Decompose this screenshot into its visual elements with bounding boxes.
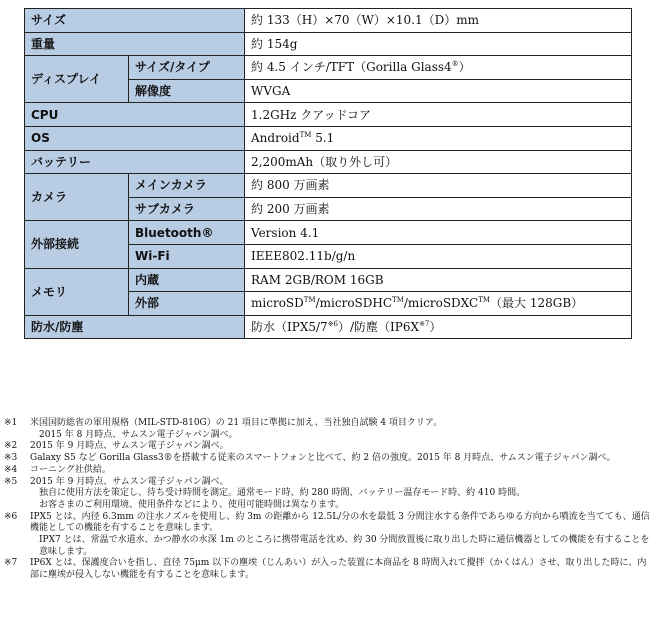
table-row [25,126,632,150]
spec-sublabel-external: 外部 [129,292,245,316]
footnote-text [30,558,652,581]
tm-mark-1: TM [303,296,316,305]
footnote-mark: ※7 [4,558,18,569]
spec-label-display: ディスプレイ [25,56,129,103]
tm-mark-2: TM [392,296,404,305]
spec-sublabel-resolution: 解像度 [129,79,245,103]
spec-sublabel-internal: 内蔵 [129,268,245,292]
spec-value-main-camera: 約 800 万画素 [245,174,632,198]
ext-sd: microSD [251,296,304,311]
footnote-mark: ※2 [4,441,18,452]
spec-value-water [245,315,632,339]
spec-label-memory: メモリ [25,268,129,315]
footnote-mark: ※6 [4,511,18,522]
size-type-text: 約 4.5 インチ/TFT（Gorilla Glass4 [251,60,452,75]
table-row [25,150,632,174]
size-type-suffix: ） [458,60,471,75]
ext-sdxc: /microSDXC [403,296,479,311]
footnote-line: IPX5 とは、内径 6.3mm の注水ノズルを使用し、約 3m の距離から 12.5L/分の水を最低 3 分間注水する条件であらゆる方向から噴流を当てても、通信機能としての機能を有することを意味します。 [30,511,650,534]
trademark-mark: TM [299,131,312,140]
table-row [25,9,632,33]
registered-mark: ® [451,60,459,69]
footnote-line: IP6X とは、保護度合いを指し、直径 75μm 以下の塵埃（じんあい）が入った装置に本商品を 8 時間入れて攪拌（かくはん）させ、取り出した時に、内部に塵埃が侵入しない機能を有することを意味します。 [30,558,647,581]
footnote-item [4,441,652,453]
spec-value-battery: 2,200mAh（取り外し可） [245,150,632,174]
footnote-line: コーニング社供給。 [30,464,111,475]
spec-value-sub-camera: 約 200 万画素 [245,197,632,221]
table-row [25,221,632,245]
spec-sublabel-size-type: サイズ/タイプ [129,56,245,80]
footnote-item [4,418,652,441]
os-version: 5.1 [311,131,335,146]
footnote-item [4,465,652,477]
spec-label-battery: バッテリー [25,150,245,174]
footnote-text [30,477,652,512]
spec-label-weight: 重量 [25,32,245,56]
footnote-mark: ※1 [4,418,18,428]
footnote-text [30,453,652,465]
footnote-line: お客さまのご利用環境、使用条件などにより、使用可能時間は異なります。 [39,499,345,510]
spec-value-external [245,292,632,316]
spec-value-weight: 約 154g [245,32,632,56]
note-ref-7: ※7 [419,320,430,329]
footnote-line: 2015 年 9 月時点、サムスン電子ジャパン調べ。 [30,476,229,487]
dust-text: ）/防塵（IP6X [338,320,420,335]
water-text: 防水（IPX5/7 [251,320,328,335]
spec-sublabel-sub-camera: サブカメラ [129,197,245,221]
spec-sublabel-bluetooth: Bluetooth® [129,221,245,245]
spec-sublabel-wifi: Wi-Fi [129,244,245,268]
table-row [25,315,632,339]
table-row [25,268,632,292]
spec-label-cpu: CPU [25,103,245,127]
footnote-item [4,477,652,512]
spec-label-os: OS [25,126,245,150]
spec-value-internal: RAM 2GB/ROM 16GB [245,268,632,292]
table-row [25,103,632,127]
footnote-mark: ※4 [4,464,18,475]
footnote-text [30,512,652,559]
spec-value-wifi: IEEE802.11b/g/n [245,244,632,268]
footnote-item [4,512,652,559]
spec-value-size-type [245,56,632,80]
spec-value-bluetooth: Version 4.1 [245,221,632,245]
footnote-line: 2015 年 8 月時点、サムスン電子ジャパン調べ。 [39,429,238,440]
footnote-item [4,558,652,581]
footnote-mark: ※5 [4,476,18,487]
dust-close: ） [429,320,442,335]
spec-value-size: 約 133（H）×70（W）×10.1（D）mm [245,9,632,33]
footnote-line: IPX7 とは、常温で水道水、かつ静水の水深 1m のところに携帯電話を沈め、約 30 分間放置後に取り出した時に通信機器としての機能を有することを意味します。 [39,535,650,557]
footnote-text [30,441,652,453]
spec-label-camera: カメラ [25,174,129,221]
footnote-line: 独自に使用方法を策定し、待ち受け時間を測定。通常モード時、約 280 時間、バッテリー温存モード時、約 410 時間。 [39,488,526,499]
spec-label-connectivity: 外部接続 [25,221,129,268]
spec-label-water: 防水/防塵 [25,315,245,339]
os-text: Android [251,131,300,146]
footnote-line: 米国国防総省の軍用規格（MIL-STD-810G）の 21 項目に準拠に加え、当社独自試験 4 項目クリア。 [30,418,443,428]
spec-label-size: サイズ [25,9,245,33]
ext-sdhc: /microSDHC [315,296,393,311]
spec-value-os [245,126,632,150]
footnote-mark: ※3 [4,453,18,464]
table-row [25,174,632,198]
table-row [25,32,632,56]
table-row [25,56,632,80]
footnotes [4,418,652,582]
spec-value-cpu: 1.2GHz クアッドコア [245,103,632,127]
footnote-line: 2015 年 9 月時点、サムスン電子ジャパン調べ。 [30,441,229,452]
footnote-text [30,418,652,441]
spec-value-resolution: WVGA [245,79,632,103]
footnote-line: Galaxy S5 など Gorilla Glass3®を搭載する従来のスマートフォンと比べて、約 2 倍の強度。2015 年 8 月時点、サムスン電子ジャパン調べ。 [30,453,616,464]
spec-sublabel-main-camera: メインカメラ [129,174,245,198]
note-ref-6: ※6 [327,320,339,329]
tm-mark-3: TM [478,296,491,305]
footnote-item [4,453,652,465]
spec-table [24,8,632,339]
footnote-text [30,465,652,477]
ext-max: （最大 128GB） [490,296,584,311]
